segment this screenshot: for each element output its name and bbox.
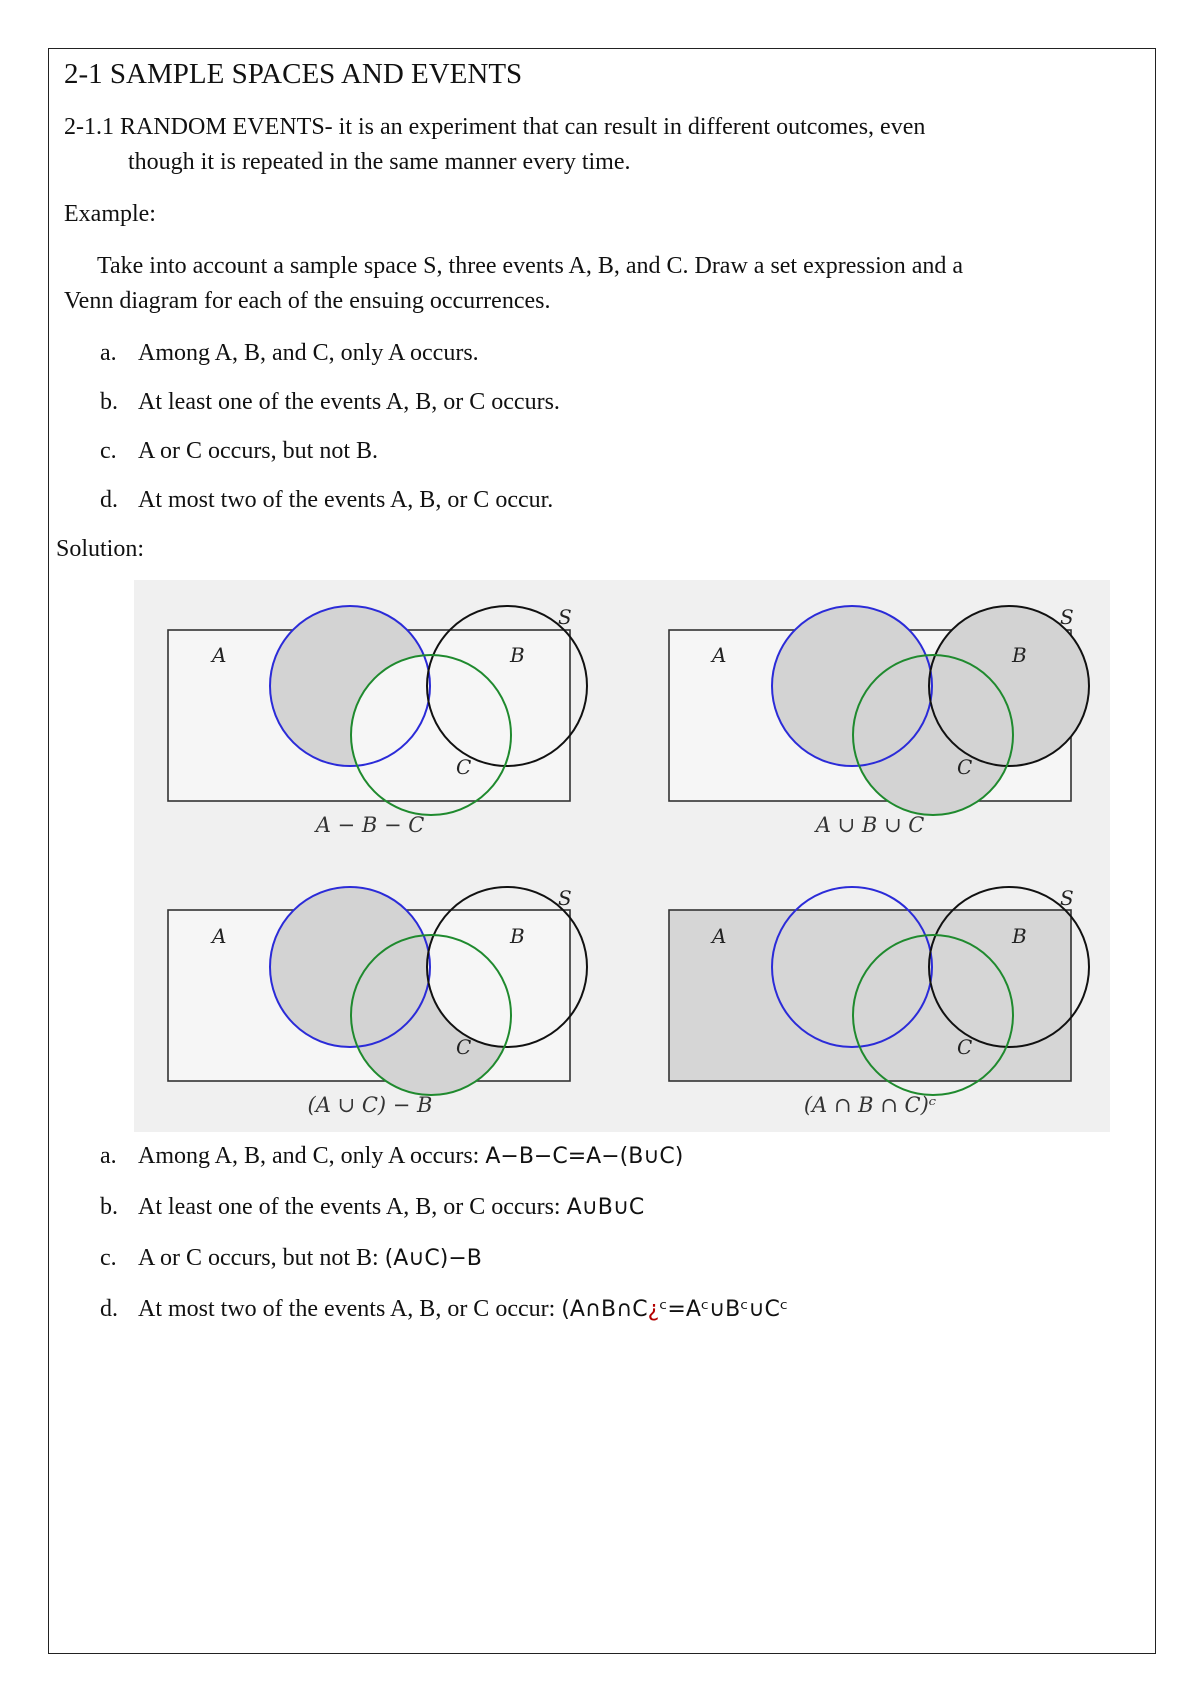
prompt-line-2: Venn diagram for each of the ensuing occurrences. <box>64 288 551 314</box>
answer-text: A or C occurs, but not B: <box>138 1245 385 1271</box>
label-s: S <box>558 605 572 629</box>
label-b: B <box>1012 924 1027 948</box>
question-text: Among A, B, and C, only A occurs. <box>138 340 479 366</box>
label-c: C <box>957 755 973 779</box>
label-b: B <box>1012 643 1027 667</box>
label-b: B <box>510 643 525 667</box>
answer-marker: c. <box>100 1245 117 1271</box>
label-s: S <box>558 886 572 910</box>
answer-expression-glyph: ¿ <box>647 1297 660 1322</box>
answer-b <box>100 1194 644 1221</box>
answer-text: At least one of the events A, B, or C occurs: <box>138 1194 567 1220</box>
definition-line-1: 2-1.1 RANDOM EVENTS- it is an experiment that can result in different outcomes, even <box>64 114 926 140</box>
caption-complement-intersection: (A ∩ B ∩ C)ᶜ <box>803 1093 937 1117</box>
label-s: S <box>1060 886 1074 910</box>
question-marker: b. <box>100 389 118 415</box>
question-d <box>100 487 553 514</box>
answer-d <box>100 1296 788 1323</box>
label-a: A <box>212 643 227 667</box>
answer-marker: a. <box>100 1143 117 1169</box>
question-text: A or C occurs, but not B. <box>138 438 378 464</box>
venn-panel-a-minus-b-minus-c <box>168 605 587 837</box>
example-label: Example: <box>64 201 156 227</box>
prompt-line-1: Take into account a sample space S, three events A, B, and C. Draw a set expression and a <box>97 253 964 279</box>
label-c: C <box>456 755 472 779</box>
venn-panel-union-all <box>669 605 1089 837</box>
caption-union-all: A ∪ B ∪ C <box>815 813 925 837</box>
question-text: At most two of the events A, B, or C occur. <box>138 487 554 513</box>
answer-expression: (A∪C)−B <box>384 1246 482 1271</box>
answer-marker: d. <box>100 1296 118 1322</box>
answer-expression-part: ᶜ=Aᶜ∪Bᶜ∪Cᶜ <box>659 1297 788 1322</box>
question-marker: c. <box>100 438 117 464</box>
venn-diagrams-svg <box>134 580 1110 1132</box>
answer-expression: A∪B∪C <box>566 1195 645 1220</box>
caption-a-minus-b-minus-c: A − B − C <box>315 813 425 837</box>
label-a: A <box>712 924 727 948</box>
question-text: At least one of the events A, B, or C occurs. <box>138 389 560 415</box>
answer-expression: A−B−C=A−(B∪C) <box>485 1144 684 1169</box>
label-a: A <box>712 643 727 667</box>
label-b: B <box>510 924 525 948</box>
label-c: C <box>456 1035 472 1059</box>
venn-panel-complement-intersection <box>669 886 1089 1117</box>
label-a: A <box>212 924 227 948</box>
answer-text: At most two of the events A, B, or C occur: <box>138 1296 562 1322</box>
answer-a <box>100 1143 683 1170</box>
question-a <box>100 340 479 367</box>
venn-figure <box>134 580 1110 1132</box>
answer-expression <box>561 1297 788 1322</box>
answer-marker: b. <box>100 1194 118 1220</box>
section-heading: 2-1 SAMPLE SPACES AND EVENTS <box>64 58 523 90</box>
question-marker: d. <box>100 487 118 513</box>
question-c <box>100 438 378 465</box>
label-s: S <box>1060 605 1074 629</box>
answer-text: Among A, B, and C, only A occurs: <box>138 1143 486 1169</box>
question-b <box>100 389 560 416</box>
solution-label: Solution: <box>56 536 145 562</box>
definition-line-2: though it is repeated in the same manner every time. <box>128 149 631 175</box>
caption-a-union-c-minus-b: (A ∪ C) − B <box>307 1093 433 1117</box>
question-marker: a. <box>100 340 117 366</box>
venn-panel-a-union-c-minus-b <box>168 886 587 1117</box>
answer-c <box>100 1245 482 1272</box>
label-c: C <box>957 1035 973 1059</box>
answer-expression-part: (A∩B∩C <box>561 1297 648 1322</box>
